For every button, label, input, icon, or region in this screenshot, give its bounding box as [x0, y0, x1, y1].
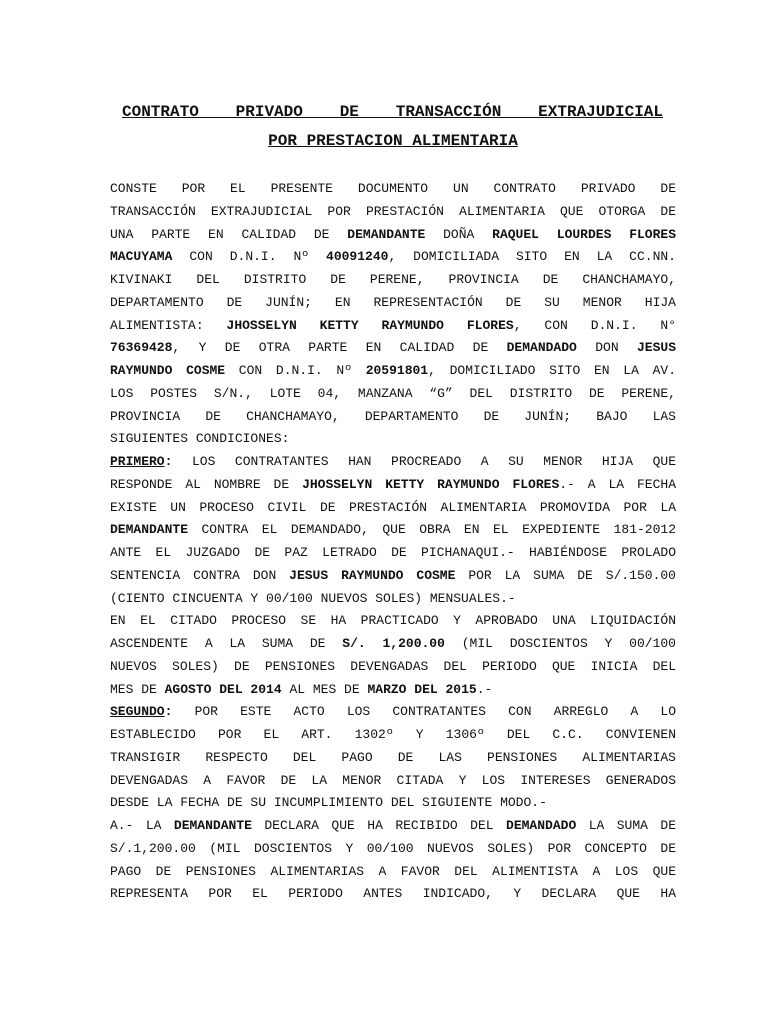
- body-line: ALIMENTISTA: JHOSSELYN KETTY RAYMUNDO FLORES, CON D.N.I. N°: [110, 317, 677, 333]
- body-line: DESDE LA FECHA DE SU INCUMPLIMIENTO DEL SIGUIENTE MODO.-: [110, 795, 547, 811]
- document-title-line-1: CONTRATO PRIVADO DE TRANSACCIÓN EXTRAJUDICIAL: [122, 103, 663, 121]
- body-line: CONSTE POR EL PRESENTE DOCUMENTO UN CONTRATO PRIVADO DE: [110, 181, 676, 196]
- body-line: MACUYAMA CON D.N.I. Nº 40091240, DOMICILIADA SITO EN LA CC.NN.: [110, 249, 676, 265]
- body-line: A.- LA DEMANDANTE DECLARA QUE HA RECIBIDO DEL DEMANDADO LA SUMA DE: [110, 818, 676, 833]
- document-title-line-2: POR PRESTACION ALIMENTARIA: [268, 132, 518, 150]
- body-line: PAGO DE PENSIONES ALIMENTARIAS A FAVOR DEL ALIMENTISTA A LOS QUE: [110, 863, 676, 879]
- body-line: TRANSIGIR RESPECTO DEL PAGO DE LAS PENSIONES ALIMENTARIAS: [110, 749, 676, 765]
- body-line: EN EL CITADO PROCESO SE HA PRACTICADO Y APROBADO UNA LIQUIDACIÓN: [110, 613, 676, 629]
- body-line: DEMANDANTE CONTRA EL DEMANDADO, QUE OBRA EN EL EXPEDIENTE 181-2012: [110, 522, 676, 538]
- body-line: S/.1,200.00 (MIL DOSCIENTOS Y 00/100 NUEVOS SOLES) POR CONCEPTO DE: [110, 840, 676, 856]
- body-line: DEVENGADAS A FAVOR DE LA MENOR CITADA Y LOS INTERESES GENERADOS: [110, 772, 676, 788]
- body-line: SIGUIENTES CONDICIONES:: [110, 431, 290, 447]
- body-line: 76369428, Y DE OTRA PARTE EN CALIDAD DE DEMANDADO DON JESUS: [110, 340, 677, 356]
- body-line: DEPARTAMENTO DE JUNÍN; EN REPRESENTACIÓN DE SU MENOR HIJA: [110, 294, 676, 310]
- document-body: [110, 178, 676, 906]
- body-line: ESTABLECIDO POR EL ART. 1302º Y 1306º DEL C.C. CONVIENEN: [110, 727, 676, 742]
- body-line: PROVINCIA DE CHANCHAMAYO, DEPARTAMENTO DE JUNÍN; BAJO LAS: [110, 408, 676, 424]
- body-line: TRANSACCIÓN EXTRAJUDICIAL POR PRESTACIÓN ALIMENTARIA QUE OTORGA DE: [110, 203, 676, 219]
- body-line: UNA PARTE EN CALIDAD DE DEMANDANTE DOÑA RAQUEL LOURDES FLORES: [110, 226, 677, 242]
- body-line: EXISTE UN PROCESO CIVIL DE PRESTACIÓN ALIMENTARIA PROMOVIDA POR LA: [110, 499, 676, 515]
- clause-primero-label: PRIMERO: [110, 454, 165, 469]
- clause-segundo-label: SEGUNDO: [110, 704, 165, 720]
- body-line: LOS POSTES S/N., LOTE 04, MANZANA “G” DEL DISTRITO DE PERENE,: [110, 385, 676, 401]
- body-line: SENTENCIA CONTRA DON JESUS RAYMUNDO COSME POR LA SUMA DE S/.150.00: [110, 567, 676, 583]
- body-line: RESPONDE AL NOMBRE DE JHOSSELYN KETTY RAYMUNDO FLORES.- A LA FECHA: [110, 476, 676, 492]
- body-line: REPRESENTA POR EL PERIODO ANTES INDICADO, Y DECLARA QUE HA: [110, 886, 676, 902]
- body-line: NUEVOS SOLES) DE PENSIONES DEVENGADAS DEL PERIODO QUE INICIA DEL: [110, 658, 676, 674]
- body-line: KIVINAKI DEL DISTRITO DE PERENE, PROVINCIA DE CHANCHAMAYO,: [110, 272, 676, 287]
- clause-segundo-line: SEGUNDO: POR ESTE ACTO LOS CONTRATANTES CON ARREGLO A LO: [110, 704, 676, 720]
- body-line: RAYMUNDO COSME CON D.N.I. Nº 20591801, DOMICILIADO SITO EN LA AV.: [110, 363, 676, 378]
- body-line: (CIENTO CINCUENTA Y 00/100 NUEVOS SOLES) MENSUALES.-: [110, 590, 516, 606]
- body-line: MES DE AGOSTO DEL 2014 AL MES DE MARZO DEL 2015.-: [110, 681, 493, 697]
- clause-primero-line: PRIMERO: LOS CONTRATANTES HAN PROCREADO A SU MENOR HIJA QUE: [110, 454, 676, 469]
- body-line: ANTE EL JUZGADO DE PAZ LETRADO DE PICHANAQUI.- HABIÉNDOSE PROLADO: [110, 545, 676, 560]
- body-line: ASCENDENTE A LA SUMA DE S/. 1,200.00 (MIL DOSCIENTOS Y 00/100: [110, 636, 676, 651]
